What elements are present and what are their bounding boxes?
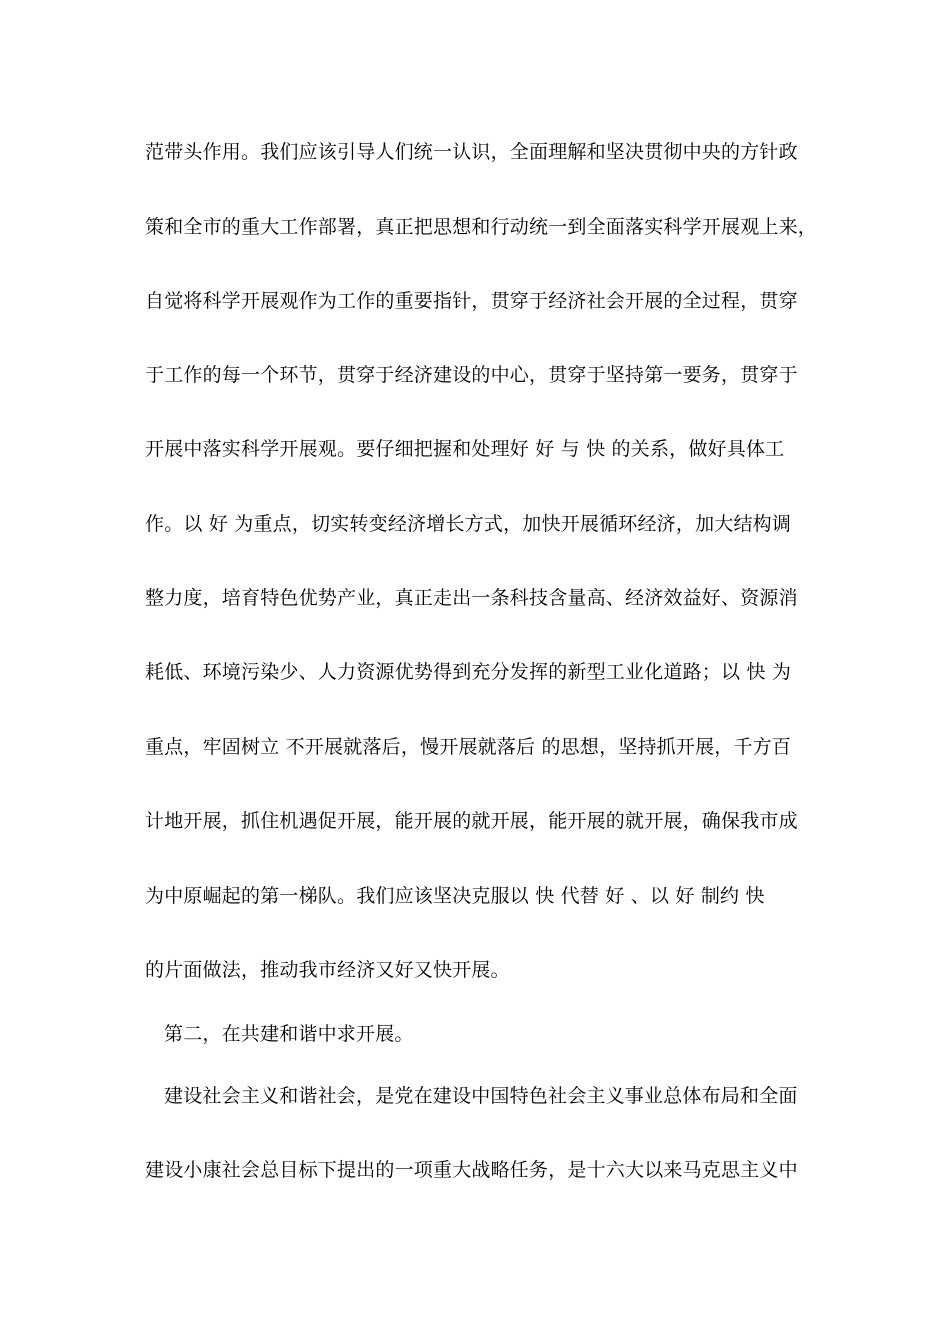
text-line: 为中原崛起的第一梯队。我们应该坚决克服以 快 代替 好 、以 好 制约 快	[145, 885, 765, 907]
text-line: 于工作的每一个环节，贯穿于经济建设的中心，贯穿于坚持第一要务，贯穿于	[145, 364, 798, 386]
text-line: 整力度，培育特色优势产业，真正走出一条科技含量高、经济效益好、资源消	[145, 587, 798, 609]
paragraph-start-line: 建设社会主义和谐社会，是党在建设中国特色社会主义事业总体布局和全面	[164, 1085, 798, 1107]
text-line: 重点，牢固树立 不开展就落后，慢开展就落后 的思想，坚持抓开展，千方百	[145, 736, 792, 758]
text-line: 策和全市的重大工作部署，真正把思想和行动统一到全面落实科学开展观上来，	[145, 216, 818, 238]
text-line: 作。以 好 为重点，切实转变经济增长方式，加快开展循环经济，加大结构调	[145, 513, 792, 535]
text-line: 范带头作用。我们应该引导人们统一认识，全面理解和坚决贯彻中央的方针政	[145, 141, 798, 163]
text-line: 自觉将科学开展观作为工作的重要指针，贯穿于经济社会开展的全过程，贯穿	[145, 290, 798, 312]
section-heading: 第二，在共建和谐中求开展。	[164, 1023, 414, 1045]
text-line: 开展中落实科学开展观。要仔细把握和处理好 好 与 快 的关系，做好具体工	[145, 438, 785, 460]
text-line: 计地开展，抓住机遇促开展，能开展的就开展，能开展的就开展，确保我市成	[145, 810, 798, 832]
text-line: 的片面做法，推动我市经济又好又快开展。	[145, 959, 510, 981]
text-line: 耗低、环境污染少、人力资源优势得到充分发挥的新型工业化道路；以 快 为	[145, 661, 792, 683]
text-line: 建设小康社会总目标下提出的一项重大战略任务，是十六大以来马克思主义中	[145, 1159, 798, 1181]
